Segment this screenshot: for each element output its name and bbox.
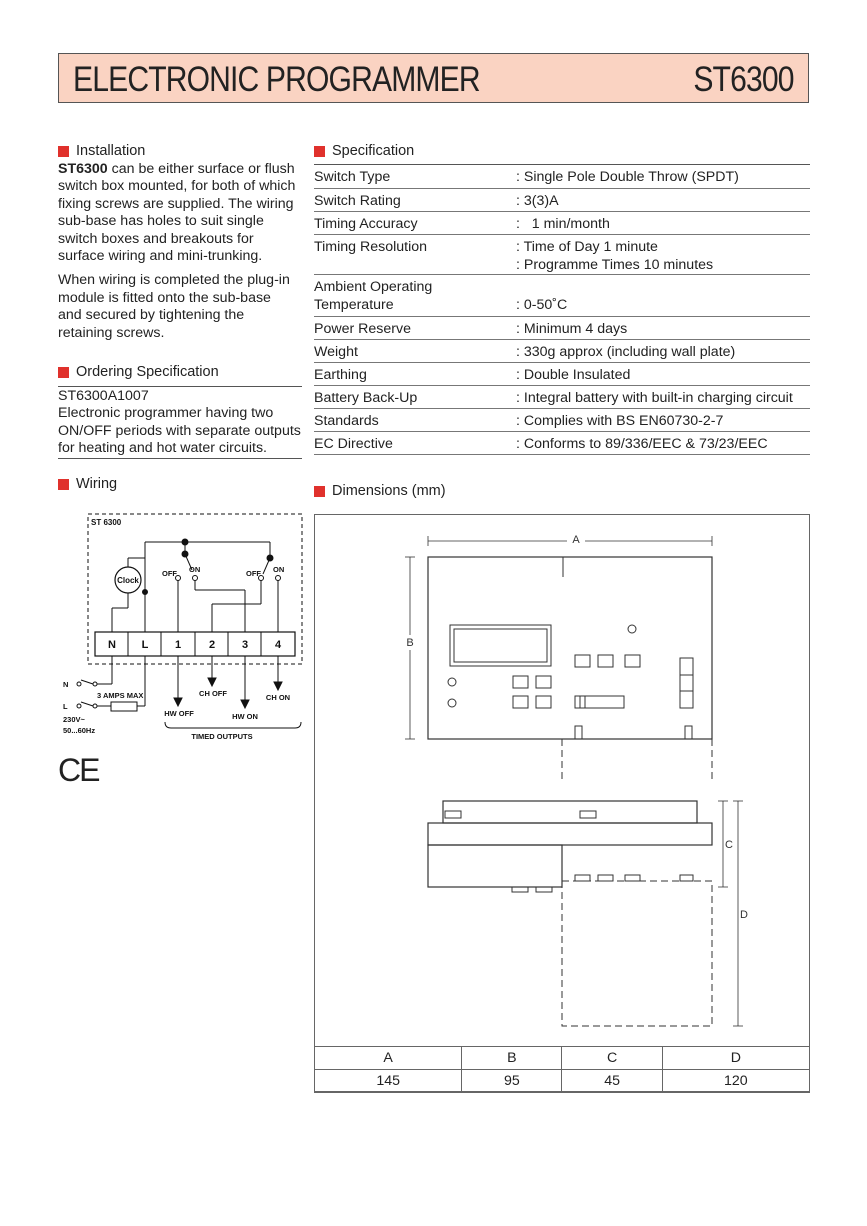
fuse-rating-label: 3 AMPS MAX xyxy=(97,691,144,700)
red-square-icon xyxy=(58,367,69,378)
table-header-cell: B xyxy=(462,1047,562,1070)
switch1-on-label: ON xyxy=(189,565,201,574)
spec-row: Battery Back-Up : Integral battery with built-in charging circuit xyxy=(314,386,810,409)
table-cell: 95 xyxy=(462,1070,562,1093)
ch-on-label: CH ON xyxy=(265,693,291,702)
ce-mark: CE xyxy=(58,752,99,788)
spec-row: Power Reserve : Minimum 4 days xyxy=(314,317,810,340)
terminal-n: N xyxy=(108,639,116,651)
ordering-heading: Ordering Specification xyxy=(58,364,219,380)
supply-voltage-label: 230V~ xyxy=(63,715,85,724)
dimensions-table xyxy=(314,1046,810,1093)
model-number: ST6300 xyxy=(693,60,794,99)
spec-row: Timing Resolution : Time of Day 1 minute : Programme Times 10 minutes xyxy=(314,235,810,275)
divider xyxy=(58,386,302,387)
spec-row: Weight : 330g approx (including wall plate) xyxy=(314,340,810,363)
supply-frequency-label: 50...60Hz xyxy=(63,726,96,735)
neutral-label: N xyxy=(63,680,69,689)
table-header-cell: A xyxy=(315,1047,462,1070)
clock-label: Clock xyxy=(117,576,139,585)
ordering-text: ST6300A1007 Electronic programmer having two ON/OFF periods with separate outputs for heating and hot water circuits. xyxy=(58,388,308,458)
spec-row: EC Directive : Conforms to 89/336/EEC & 73/23/EEC xyxy=(314,432,810,455)
terminal-l: L xyxy=(141,639,149,651)
title-banner xyxy=(58,53,809,103)
switch1-off-label: OFF xyxy=(162,569,177,578)
page-title: ELECTRONIC PROGRAMMER xyxy=(73,60,480,99)
table-cell: 120 xyxy=(662,1070,809,1093)
spec-row: Switch Rating : 3(3)A xyxy=(314,189,810,212)
hw-off-label: HW OFF xyxy=(164,709,194,718)
unit-label: ST 6300 xyxy=(91,518,122,527)
terminal-3: 3 xyxy=(241,639,249,651)
spec-row: Ambient Operating Temperature : 0-50˚C xyxy=(314,275,810,317)
ch-off-label: CH OFF xyxy=(199,689,227,698)
terminal-2: 2 xyxy=(208,639,216,651)
hw-on-label: HW ON xyxy=(232,712,258,721)
red-square-icon xyxy=(314,486,325,497)
installation-heading: Installation xyxy=(58,143,145,159)
table-cell: 45 xyxy=(562,1070,662,1093)
dimension-drawing xyxy=(315,515,809,1045)
dim-a-label: A xyxy=(572,534,580,546)
installation-text: ST6300 can be either surface or flush switch box mounted, for both of which fixing screws are supplied. The wiring sub-base has holes to suit single switch boxes and breakouts for surface wiring and mini-trunking. When wiring is completed the plug-in module is fitted onto the sub-base and secured by tightening the retaining screws. xyxy=(58,161,296,341)
wiring-diagram xyxy=(55,508,310,748)
dim-d-label: D xyxy=(740,909,748,921)
specification-heading: Specification xyxy=(314,143,414,159)
switch2-off-label: OFF xyxy=(246,569,261,578)
live-label: L xyxy=(63,702,68,711)
installation-lead: ST6300 xyxy=(58,161,108,177)
terminal-4: 4 xyxy=(274,639,282,651)
timed-outputs-label: TIMED OUTPUTS xyxy=(191,732,253,741)
spec-row: Standards : Complies with BS EN60730-2-7 xyxy=(314,409,810,432)
wiring-heading: Wiring xyxy=(58,476,117,492)
dimensions-heading: Dimensions (mm) xyxy=(314,483,446,499)
terminal-1: 1 xyxy=(174,639,182,651)
side-view xyxy=(443,801,697,823)
table-header-cell: D xyxy=(662,1047,809,1070)
front-view xyxy=(428,557,712,739)
ordering-code: ST6300A1007 xyxy=(58,388,149,404)
dim-c-label: C xyxy=(725,839,733,851)
divider xyxy=(58,458,302,459)
red-square-icon xyxy=(58,146,69,157)
switch2-on-label: ON xyxy=(273,565,285,574)
red-square-icon xyxy=(58,479,69,490)
dim-b-label: B xyxy=(406,637,414,649)
table-header-row xyxy=(315,1047,810,1070)
spec-row: Switch Type : Single Pole Double Throw (SPDT) xyxy=(314,165,810,189)
spec-row: Earthing : Double Insulated xyxy=(314,363,810,386)
table-row xyxy=(315,1070,810,1093)
table-cell: 145 xyxy=(315,1070,462,1093)
table-header-cell: C xyxy=(562,1047,662,1070)
red-square-icon xyxy=(314,146,325,157)
spec-row: Timing Accuracy : 1 min/month xyxy=(314,212,810,235)
